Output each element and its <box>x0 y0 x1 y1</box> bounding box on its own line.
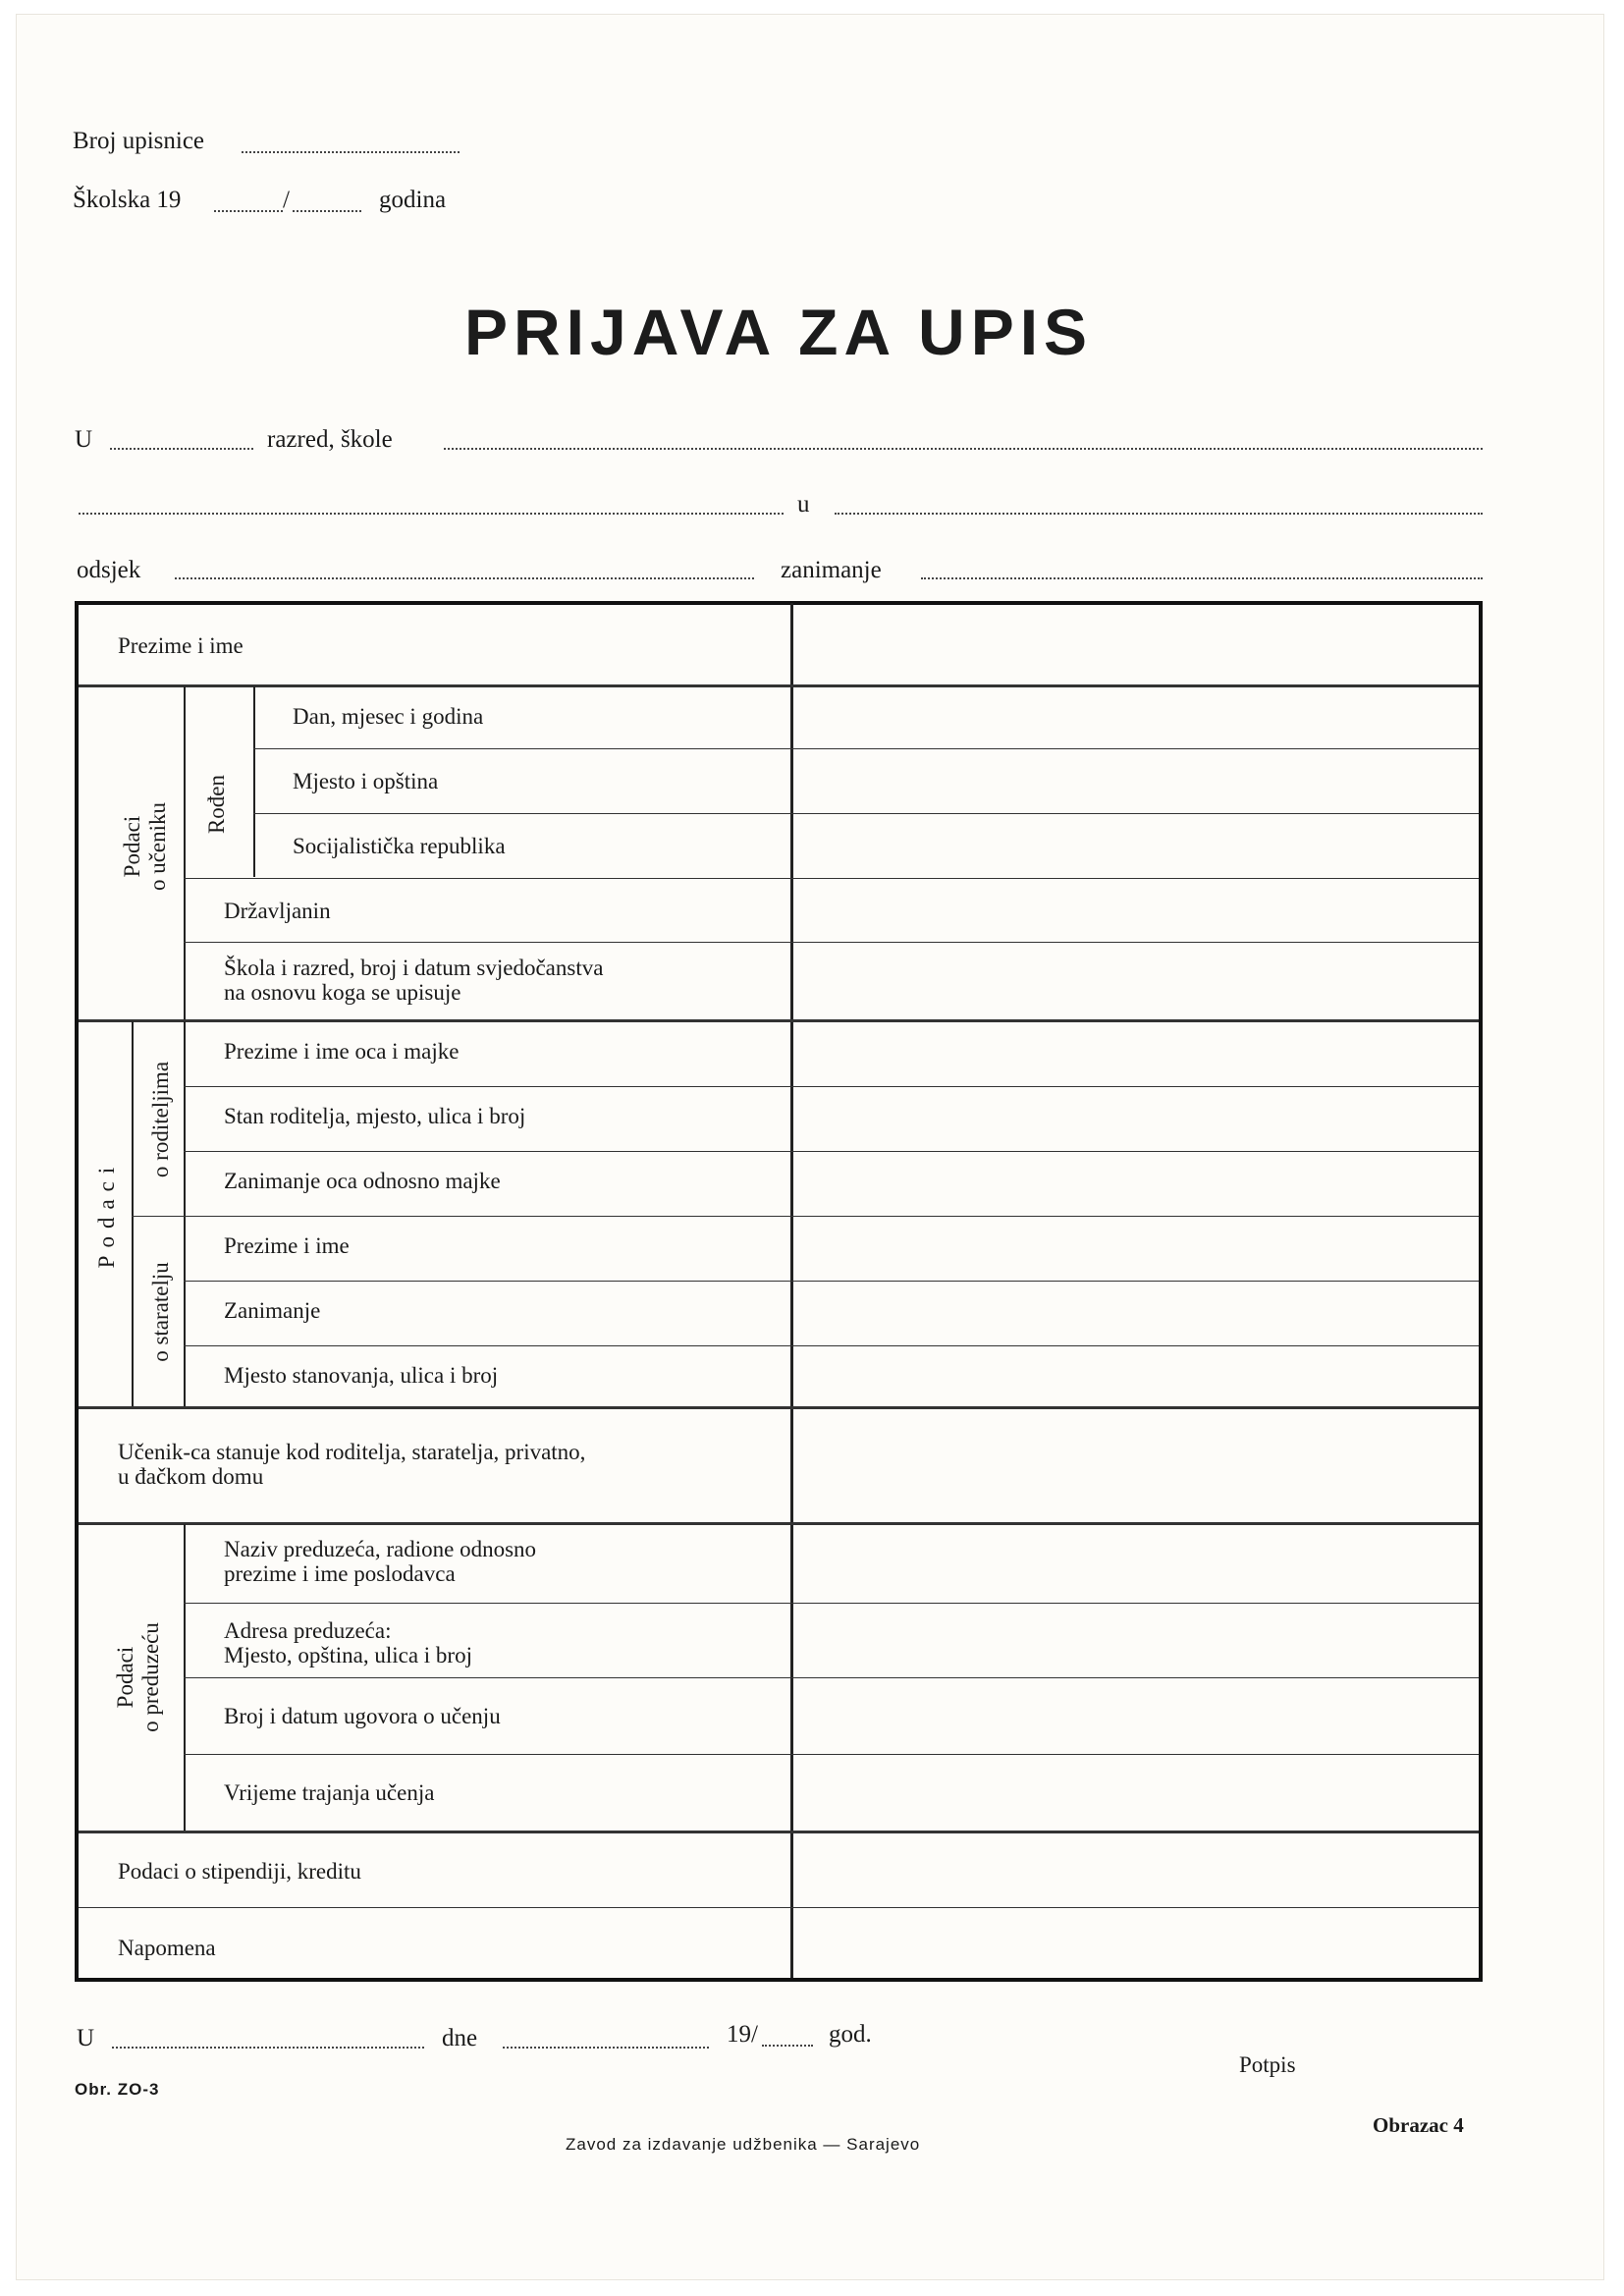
roden-datum-label: Dan, mjesec i godina <box>293 704 484 729</box>
skolska-year-from-field[interactable] <box>214 210 283 212</box>
skola-razred-label: Škola i razred, broj i datum svjedočanstva na osnovu koga se upisuje <box>224 956 604 1005</box>
roden-republika-label: Socijalistička republika <box>293 834 506 858</box>
napomena-label: Napomena <box>118 1936 216 1960</box>
zanimanje-field[interactable] <box>921 577 1483 579</box>
skolska-year-to-field[interactable] <box>293 210 361 212</box>
footer-mjesto-field[interactable] <box>112 2047 424 2049</box>
roditelji-stan-label: Stan roditelja, mjesto, ulica i broj <box>224 1104 526 1128</box>
roditelji-zanimanje-label: Zanimanje oca odnosno majke <box>224 1169 501 1193</box>
stanuje-field[interactable] <box>793 1409 1477 1520</box>
odsjek-label: odsjek <box>77 557 141 583</box>
stipendija-label: Podaci o stipendiji, kreditu <box>118 1859 361 1884</box>
preduzece-data-fields[interactable] <box>793 1525 1477 1829</box>
intro-u2-label: u <box>797 491 810 518</box>
drzavljanin-label: Državljanin <box>224 899 331 923</box>
razred-field[interactable] <box>110 448 253 450</box>
footer-year-label: 19/ <box>727 2021 758 2048</box>
trajanje-ucenja-label: Vrijeme trajanja učenja <box>224 1780 435 1805</box>
preduzece-adresa-label: Adresa preduzeća: Mjesto, opština, ulica i broj <box>224 1618 472 1667</box>
obrazac-number: Obrazac 4 <box>1373 2113 1464 2137</box>
razred-skole-label: razred, škole <box>267 426 393 453</box>
broj-upisnice-label: Broj upisnice <box>73 128 205 154</box>
footer-year-field[interactable] <box>762 2045 813 2047</box>
prezime-ime-label: Prezime i ime <box>118 633 244 658</box>
roden-mjesto-label: Mjesto i opština <box>293 769 439 793</box>
group-staratelj-label: o staratelju <box>148 1262 173 1362</box>
ugovor-label: Broj i datum ugovora o učenju <box>224 1704 501 1728</box>
skolska-slash: / <box>283 187 290 213</box>
potpis-label: Potpis <box>1239 2052 1296 2077</box>
odsjek-field[interactable] <box>175 577 754 579</box>
stanuje-label: Učenik-ca stanuje kod roditelja, staratelja, privatno, u đačkom domu <box>118 1440 586 1489</box>
zanimanje-label: zanimanje <box>781 557 882 583</box>
obr-code: Obr. ZO-3 <box>75 2080 160 2099</box>
group-roditelji-label: o roditeljima <box>148 1061 173 1178</box>
roditelji-data-fields[interactable] <box>793 1022 1477 1404</box>
group-podaci-label: Podaci <box>94 1159 119 1269</box>
footer-god-label: god. <box>829 2021 872 2048</box>
staratelj-zanimanje-label: Zanimanje <box>224 1298 321 1323</box>
staratelj-mjesto-label: Mjesto stanovanja, ulica i broj <box>224 1363 499 1388</box>
group-roden-label: Rođen <box>204 774 229 835</box>
skole-field-line2[interactable] <box>79 513 784 515</box>
publisher-label: Zavod za izdavanje udžbenika — Sarajevo <box>566 2135 921 2154</box>
prezime-ime-field[interactable] <box>793 604 1477 683</box>
roditelji-prezime-label: Prezime i ime oca i majke <box>224 1039 460 1064</box>
broj-upisnice-field[interactable] <box>242 151 460 153</box>
preduzece-naziv-label: Naziv preduzeća, radione odnosno prezime i ime poslodavca <box>224 1537 537 1586</box>
mjesto-field[interactable] <box>835 513 1483 515</box>
skolska-label: Školska 19 <box>73 187 182 213</box>
group-preduzece-label: Podaci o preduzeću <box>113 1622 163 1732</box>
page-title: PRIJAVA ZA UPIS <box>464 296 1094 368</box>
godina-label: godina <box>379 187 447 213</box>
group-ucenik-label: Podaci o učeniku <box>120 801 170 892</box>
footer-dne-label: dne <box>442 2025 478 2051</box>
skole-field[interactable] <box>444 448 1483 450</box>
staratelj-prezime-label: Prezime i ime <box>224 1233 350 1258</box>
ucenik-data-fields[interactable] <box>793 687 1477 1017</box>
footer-datum-field[interactable] <box>503 2047 709 2049</box>
stipendija-napomena-fields[interactable] <box>793 1833 1477 1976</box>
intro-u-label: U <box>75 426 93 453</box>
footer-u-label: U <box>77 2025 95 2051</box>
